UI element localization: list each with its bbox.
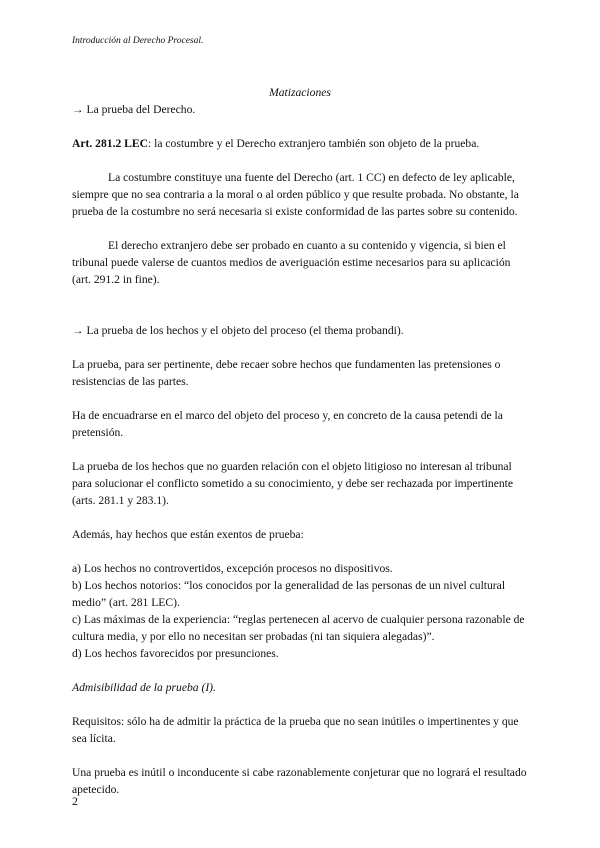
subsection-prueba-derecho: → La prueba del Derecho. xyxy=(72,103,196,116)
paragraph-encuadrarse: Ha de encuadrarse en el marco del objeto del proceso y, en concreto de la causa petendi de la pretensión. xyxy=(72,409,503,439)
page-content xyxy=(72,84,528,798)
paragraph-exentos: Además, hay hechos que están exentos de prueba: xyxy=(72,528,304,541)
running-header: Introducción al Derecho Procesal. xyxy=(72,36,204,46)
section-title: Matizaciones xyxy=(269,86,331,99)
subheading-admisibilidad: Admisibilidad de la prueba (I). xyxy=(72,681,216,694)
article-text: : la costumbre y el Derecho extranjero también son objeto de la prueba. xyxy=(148,137,480,150)
article-reference: Art. 281.2 LEC xyxy=(72,137,148,150)
paragraph-pertinente: La prueba, para ser pertinente, debe recaer sobre hechos que fundamenten las pretensiones o resistencias de las partes. xyxy=(72,358,501,388)
paragraph-requisitos: Requisitos: sólo ha de admitir la práctica de la prueba que no sean inútiles o impertinentes y que sea lícita. xyxy=(72,715,519,745)
page-number: 2 xyxy=(72,794,78,808)
paragraph-inutil: Una prueba es inútil o inconducente si cabe razonablemente conjeturar que no logrará el resultado apetecido. xyxy=(72,766,527,796)
list-item-a: a) Los hechos no controvertidos, excepción procesos no dispositivos. xyxy=(72,562,393,575)
list-item-c: c) Las máximas de la experiencia: “reglas pertenecen al acervo de cualquier persona razonable de cultura media, y por ello no necesitan ser probadas (ni tan siquiera alegadas)”. xyxy=(72,613,525,643)
paragraph-derecho-extranjero: El derecho extranjero debe ser probado en cuanto a su contenido y vigencia, si bien el tribunal puede valerse de cuantos medios de averiguación estime necesarios para su aplicación (art. 291.2 in fine). xyxy=(72,239,511,286)
article-paragraph xyxy=(72,135,528,152)
subsection-prueba-hechos: → La prueba de los hechos y el objeto del proceso (el thema probandi). xyxy=(72,324,404,337)
list-item-d: d) Los hechos favorecidos por presunciones. xyxy=(72,647,279,660)
paragraph-litigioso: La prueba de los hechos que no guarden relación con el objeto litigioso no interesan al tribunal para solucionar el conflicto sometido a su conocimiento, y debe ser rechazada por impertinente (arts. 281.1 y 283.1). xyxy=(72,460,514,507)
list-item-b: b) Los hechos notorios: “los conocidos por la generalidad de las personas de un nivel cultural medio” (art. 281 LEC). xyxy=(72,579,506,609)
paragraph-costumbre: La costumbre constituye una fuente del Derecho (art. 1 CC) en defecto de ley aplicable, siempre que no sea contraria a la moral o al orden público y que resulte probada. No obstante, la prueba de la costumbre no será necesaria si existe conformidad de las partes sobre su contenido. xyxy=(72,171,519,218)
